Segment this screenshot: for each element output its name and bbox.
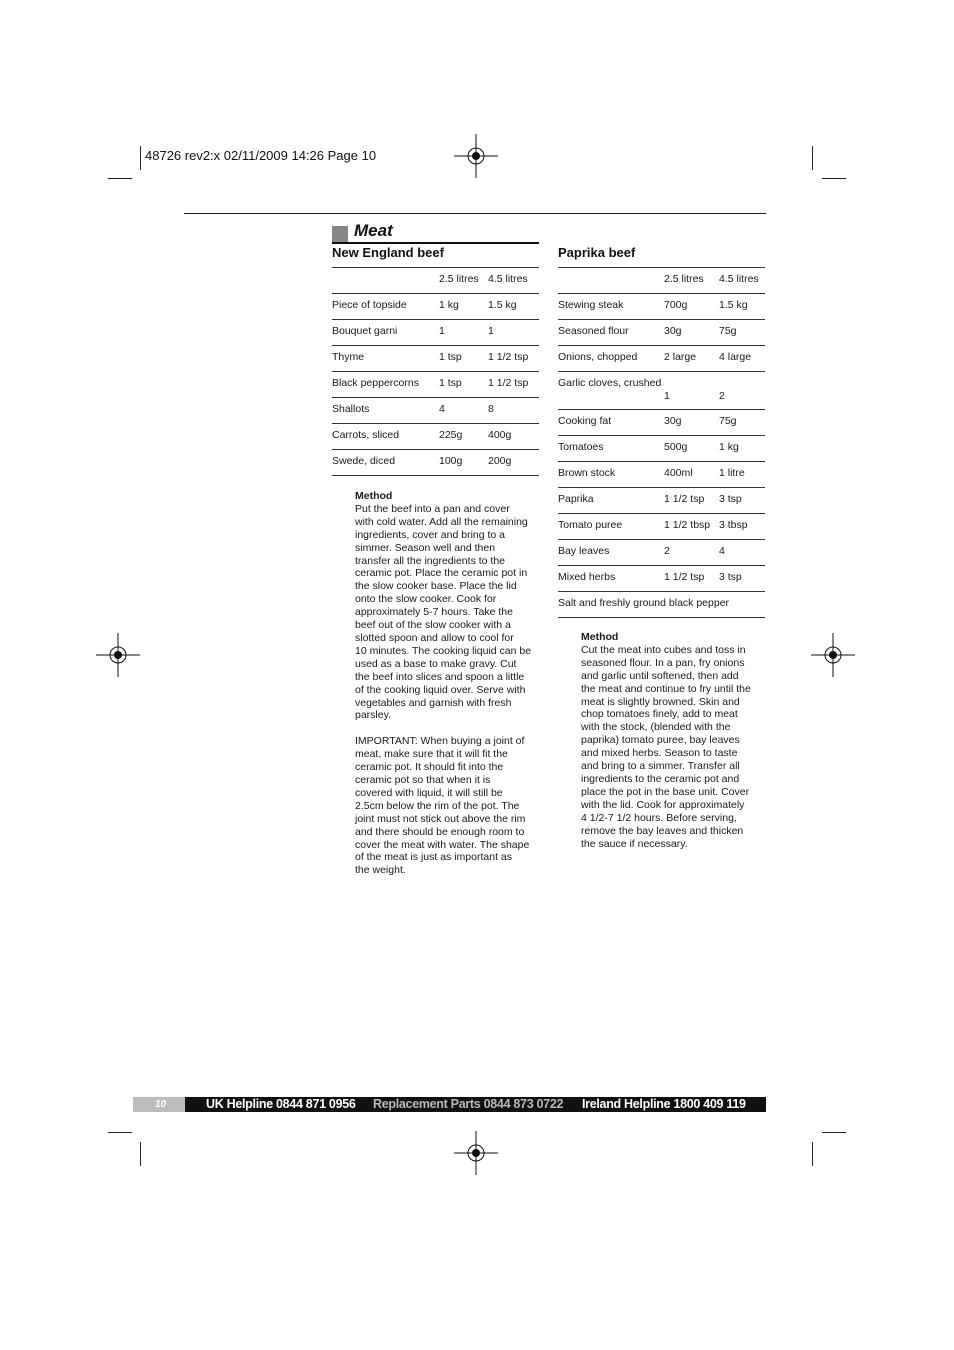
recipe-title: Paprika beef	[558, 245, 636, 260]
table-row: Bay leaves 2 4	[558, 540, 765, 566]
section-marker-icon	[332, 226, 348, 242]
registration-mark-icon	[96, 633, 140, 677]
column-header: 2.5 litres	[664, 273, 704, 285]
header-rule	[184, 213, 766, 214]
section-header	[332, 221, 539, 244]
table-row: Tomato puree 1 1/2 tbsp 3 tbsp	[558, 514, 765, 540]
method-text: Cut the meat into cubes and toss in seasoned flour. In a pan, fry onions and garlic until softened, then add the meat and continue to fry until the meat is slightly browned. Skin and chop tomatoes finely, add to meat with the stock, (blended with the paprika) tomato puree, bay leaves and mixed herbs. Season to taste and bring to a simmer. Transfer all ingredients to the ceramic pot and place the pot in the base unit. Cover with the lid. Cook for approximately 4 1/2-7 1/2 hours. Before serving, remove the bay leaves and thicken the sauce if necessary.	[581, 643, 751, 850]
table-row: Thyme 1 tsp 1 1/2 tsp	[332, 346, 539, 372]
table-row: Tomatoes 500g 1 kg	[558, 436, 765, 462]
crop-mark	[812, 146, 813, 170]
column-header: 4.5 litres	[488, 273, 528, 285]
important-note: IMPORTANT: When buying a joint of meat, make sure that it will fit the ceramic pot. It should fit into the ceramic pot so that when it is covered with liquid, it will still be 2.5cm below the rim of the pot. The joint must not stick out above the rim and there should be enough room to cover the meat with water. The shape of the meat is just as important as the weight.	[355, 735, 530, 877]
ingredients-table	[332, 267, 539, 476]
table-row: Cooking fat 30g 75g	[558, 410, 765, 436]
recipe-title: New England beef	[332, 245, 444, 260]
footer-bar	[133, 1097, 766, 1112]
crop-mark	[108, 178, 132, 179]
print-slug: 48726 rev2:x 02/11/2009 14:26 Page 10	[145, 148, 377, 163]
crop-mark	[140, 1142, 141, 1166]
table-row: Mixed herbs 1 1/2 tsp 3 tsp	[558, 566, 765, 592]
method-heading: Method	[581, 631, 619, 643]
page-number: 10	[155, 1099, 167, 1110]
table-row: Shallots 4 8	[332, 398, 539, 424]
crop-mark	[108, 1132, 132, 1133]
table-row: Stewing steak 700g 1.5 kg	[558, 294, 765, 320]
table-row: Swede, diced 100g 200g	[332, 450, 539, 476]
table-header-row	[558, 268, 765, 294]
crop-mark	[822, 1132, 846, 1133]
seasoning-note: Salt and freshly ground black pepper	[558, 597, 730, 609]
column-header: 4.5 litres	[719, 273, 759, 285]
table-row: Garlic cloves, crushed 1 2	[558, 372, 765, 410]
registration-mark-icon	[454, 1131, 498, 1175]
table-row: Paprika 1 1/2 tsp 3 tsp	[558, 488, 765, 514]
ingredients-table	[558, 267, 765, 618]
table-row: Seasoned flour 30g 75g	[558, 320, 765, 346]
table-row	[558, 592, 765, 618]
table-row: Black peppercorns 1 tsp 1 1/2 tsp	[332, 372, 539, 398]
replacement-parts-line: Replacement Parts 0844 873 0722	[373, 1097, 564, 1111]
table-row: Brown stock 400ml 1 litre	[558, 462, 765, 488]
section-title: Meat	[354, 221, 393, 240]
column-header: 2.5 litres	[439, 273, 479, 285]
table-row: Bouquet garni 1 1	[332, 320, 539, 346]
method-heading: Method	[355, 490, 393, 502]
registration-mark-icon	[811, 633, 855, 677]
crop-mark	[140, 146, 141, 170]
crop-mark	[812, 1142, 813, 1166]
table-row: Piece of topside 1 kg 1.5 kg	[332, 294, 539, 320]
page-number-box	[133, 1097, 185, 1112]
table-header-row	[332, 268, 539, 294]
registration-mark-icon	[454, 134, 498, 178]
method-block	[581, 631, 771, 850]
crop-mark	[822, 178, 846, 179]
table-row: Carrots, sliced 225g 400g	[332, 424, 539, 450]
table-row: Onions, chopped 2 large 4 large	[558, 346, 765, 372]
method-block	[355, 490, 545, 877]
uk-helpline: UK Helpline 0844 871 0956	[206, 1097, 356, 1111]
ireland-helpline: Ireland Helpline 1800 409 119	[582, 1097, 746, 1111]
method-text: Put the beef into a pan and cover with cold water. Add all the remaining ingredients, cover and bring to a simmer. Season well and then transfer all the ingredients to the ceramic pot. Place the ceramic pot in the slow cooker base. Place the lid onto the slow cooker. Cook for approximately 5-7 hours. Take the beef out of the slow cooker with a slotted spoon and allow to cool for 10 minutes. The cooking liquid can be used as a base to make gravy. Cut the beef into slices and spoon a little of the cooking liquid over. Serve with vegetables and garnish with fresh parsley.	[355, 502, 532, 722]
